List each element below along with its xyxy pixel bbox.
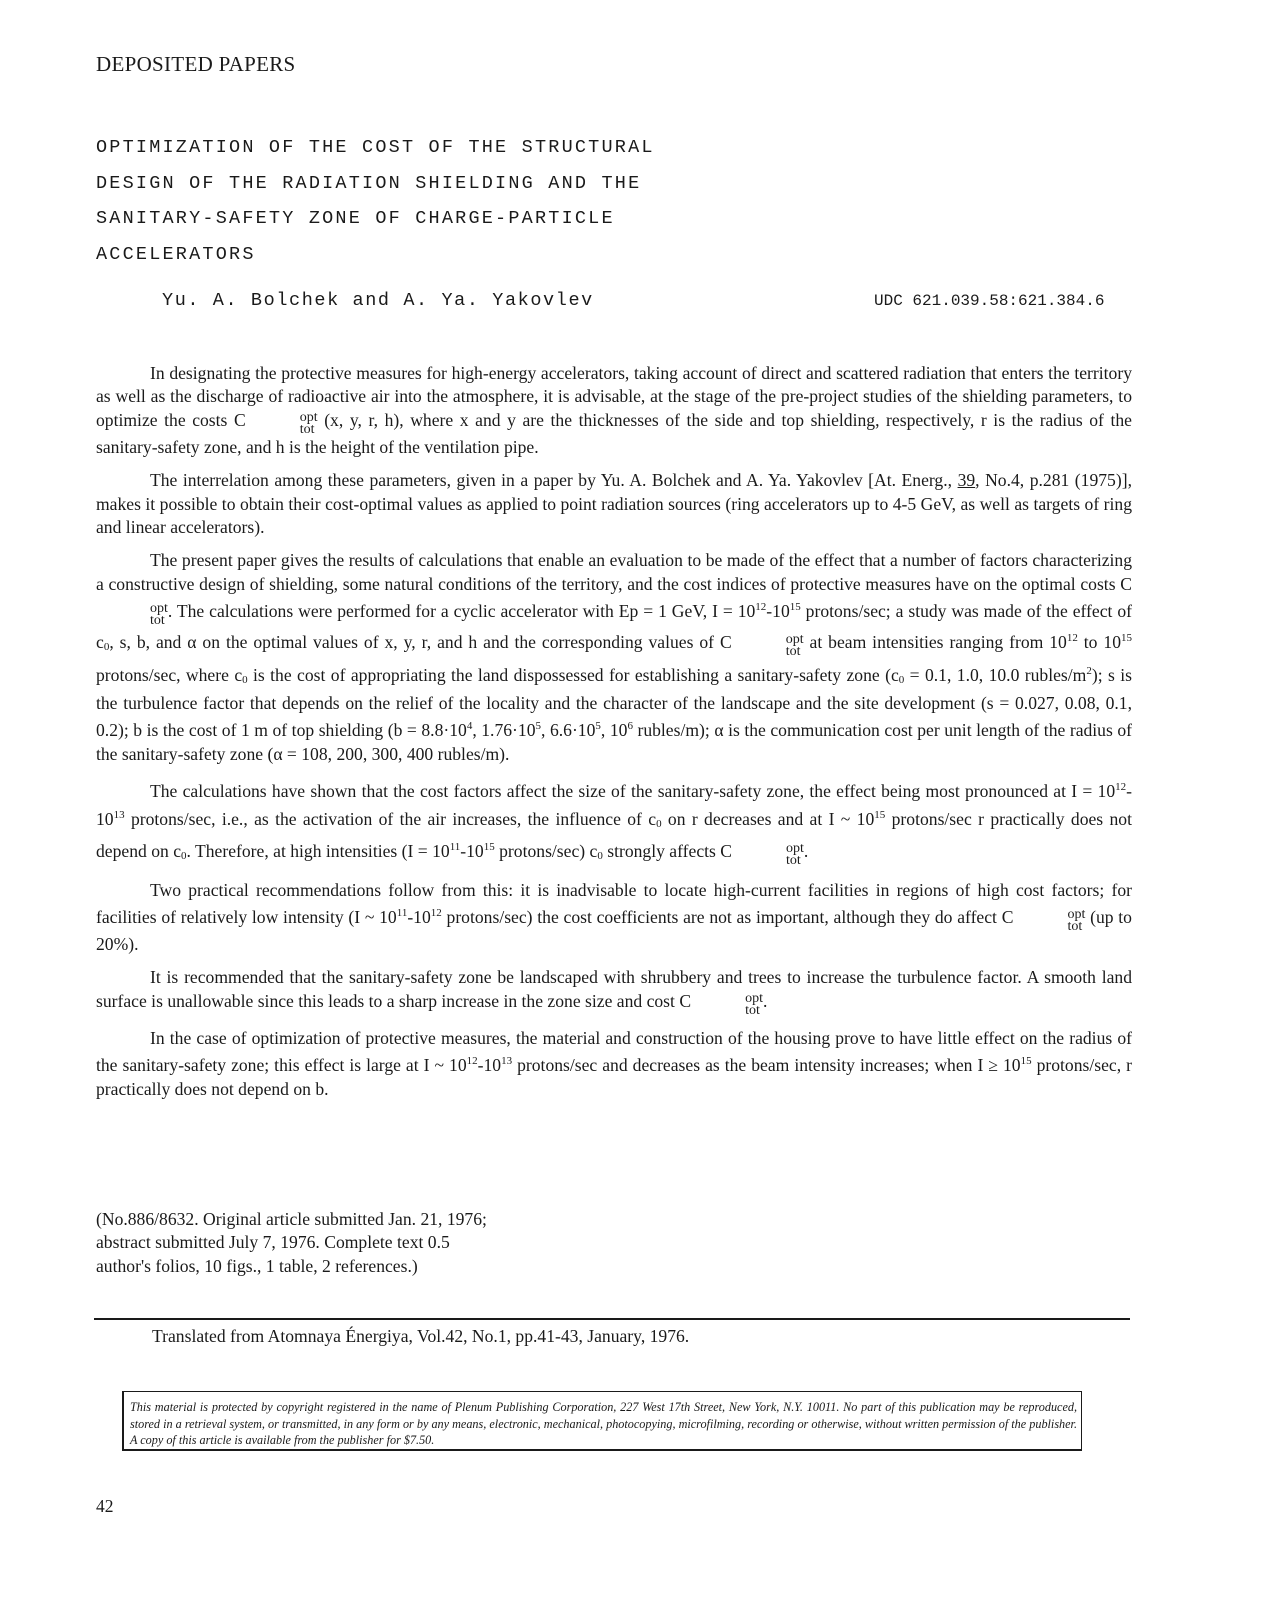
paragraph: It is recommended that the sanitary-safety zone be landscaped with shrubbery and trees to increase the turbulence factor. A smooth land surface is unallowable since this leads to a sharp increase in the zone size and cost C opt tot . — [96, 967, 1132, 1018]
article-body — [96, 362, 1132, 1111]
title-line: OPTIMIZATION OF THE COST OF THE STRUCTURAL — [96, 137, 655, 158]
paragraph: The present paper gives the results of calculations that enable an evaluation to be made of the effect that a number of factors characterizing a constructive design of shielding, some natural conditions of the territory, and the cost indices of protective measures have on the optimal costs C opt tot . The calculations were performed for a cyclic accelerator with Ep = 1 GeV, $I = 10^{12}-10^{15}$ protons/sec; a study was made of the effect of c0, s, b, and α on the optimal values of x, y, r, and h and the corresponding values of C opt tot at beam intensities ranging from $10^{12}$ to $10^{15}$ protons/sec, where c0 is the cost of appropriating the land dispossessed for establishing a sanitary-safety zone (c0 = 0.1, 1.0, 10.0 rubles/$m^2$); s is the turbulence factor that depends on the relief of the locality and the character of the landscape and the site development (s = 0.027, 0.08, 0.1, 0.2); b is the cost of 1 m of top shielding ($b = 8.8\cdot 10^4$, $1.76\cdot 10^5$, $6.6\cdot 10^5$, $10^6$ rubles/m); α is the communication cost per unit length of the radius of the sanitary-safety zone (α = 108, 200, 300, 400 rubles/m). — [96, 550, 1133, 764]
paragraph: The calculations have shown that the cost factors affect the size of the sanitary-safety zone, the effect being most pronounced at $I = 10^{12}-10^{13}$ protons/sec, i.e., as the activation of the air increases, the influence of c0 on r decreases and at I ~ $10^{15}$ protons/sec r practically does not depend on c0. Therefore, at high intensities ($I = 10^{11}-10^{15}$ protons/sec) c0 strongly affects C opt tot . — [96, 781, 1132, 869]
c-opt-tot: C opt tot — [720, 841, 804, 869]
paragraph: Two practical recommendations follow from this: it is inadvisable to locate high-current facilities in regions of high cost factors; for facilities of relatively low intensity (I ~ $10^{11}-10^{12}$ protons/sec) the cost coefficients are not as important, although they do affect C opt tot (up to 20%). — [96, 879, 1132, 954]
submission-line: author's folios, 10 figs., 1 table, 2 references.) — [96, 1255, 418, 1276]
paragraph: In designating the protective measures for high-energy accelerators, taking account of direct and scattered radiation that enters the territory as well as the discharge of radioactive air into the atmosphere, it is advisable, at the stage of the pre-project studies of the shielding parameters, to optimize the costs C opt tot (x, y, r, h), where x and y are the thicknesses of the side and top shielding, respectively, r is the radius of the sanitary-safety zone, and h is the height of the ventilation pipe. — [96, 363, 1132, 457]
c-opt-tot: C opt tot — [1001, 906, 1086, 934]
submission-line: abstract submitted July 7, 1976. Complete text 0.5 — [96, 1232, 450, 1253]
c-opt-tot: C opt tot — [150, 573, 1132, 629]
title-line: DESIGN OF THE RADIATION SHIELDING AND THE — [96, 172, 642, 194]
c-opt-tot: C opt tot — [719, 632, 804, 660]
submission-note — [96, 1208, 487, 1278]
authors: Yu. A. Bolchek and A. Ya. Yakovlev — [162, 290, 594, 311]
c-opt-tot: C opt tot — [679, 990, 763, 1018]
submission-line: (No.886/8632. Original article submitted Jan. 21, 1976; — [96, 1209, 487, 1229]
paragraph: In the case of optimization of protective measures, the material and construction of the housing prove to have little effect on the radius of the sanitary-safety zone; this effect is large at I ~ $10^{12}-10^{13}$ protons/sec and decreases as the beam intensity increases; when $I \ge 10^{15}$ protons/sec, r practically does not depend on b. — [96, 1027, 1132, 1099]
volume-number: 39 — [957, 470, 976, 491]
article-title — [96, 130, 856, 272]
translated-from: Translated from Atomnaya Énergiya, Vol.42, No.1, pp.41-43, January, 1976. — [152, 1326, 690, 1346]
title-line: ACCELERATORS — [96, 243, 256, 265]
paragraph: The interrelation among these parameters, given in a paper by Yu. A. Bolchek and A. Ya. Yakovlev [At. Energ., 39, No.4, p.281 (1975)], makes it possible to obtain their cost-optimal values as applied to point radiation sources (ring accelerators up to 4-5 GeV, as well as targets of ring and linear accelerators). — [96, 470, 1132, 538]
title-line: SANITARY-SAFETY ZONE OF CHARGE-PARTICLE — [96, 208, 615, 229]
page-number: 42 — [96, 1496, 114, 1516]
copyright-notice: This material is protected by copyright registered in the name of Plenum Publishing Corporation, 227 West 17th Street, New York, N.Y. 10011. No part of this publication may be reproduced, stored in a retrieval system, or transmitted, in any form or by any means, electronic, mechanical, photocopying, microfilming, recording or otherwise, without written permission of the publisher. A copy of this article is available from the publisher for $7.50. — [122, 1391, 1082, 1451]
c-opt-tot: C opt tot — [233, 409, 318, 437]
divider-rule — [94, 1318, 1130, 1320]
section-label: DEPOSITED PAPERS — [96, 52, 296, 76]
udc-code: UDC 621.039.58:621.384.6 — [874, 292, 1105, 310]
